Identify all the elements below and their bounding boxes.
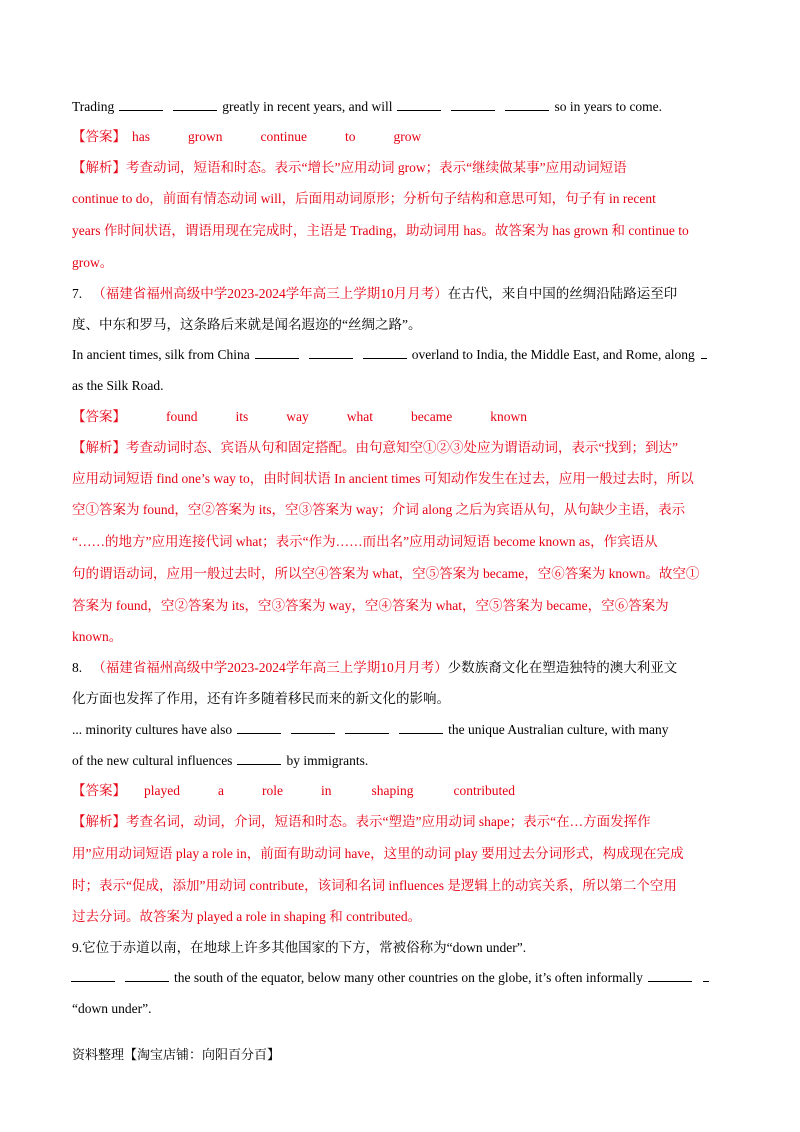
question-number: 7. [72,286,83,301]
q6-analysis-line: 【解析】考查动词，短语和时态。表示“增长”应用动词 grow；表示“继续做某事”应用动词短语 [72,160,627,175]
sentence-text: so in years to come. [554,99,663,114]
q7-sentence-line2: as the Silk Road. [72,378,164,393]
answer-word: way [286,409,309,424]
blank [451,98,495,111]
q7-header [72,285,732,303]
q9-sentence [66,969,726,987]
blank [173,98,217,111]
blank [399,721,443,734]
q7-sentence [72,346,732,364]
answer-word: contributed [453,783,515,798]
blank [71,969,115,982]
question-prompt: 在古代，来自中国的丝绸沿陆路运至印 [447,286,678,301]
answer-word: has [132,129,150,144]
q8-answer [72,782,732,800]
q7-analysis-line: 【解析】考查动词时态、宾语从句和固定搭配。由句意知空①②③处应为谓语动词，表示“找到；到达” [72,440,678,455]
q6-analysis-line: years 作时间状语，谓语用现在完成时，主语是 Trading，助动词用 has。故答案为 has grown 和 continue to [72,223,689,238]
blank [648,969,692,982]
answer-word: in [321,783,332,798]
q9-sentence-line2: “down under”. [72,1001,152,1016]
sentence-text: the south of the equator, below many other countries on the globe, it’s often informally [174,970,643,985]
question-prompt: 少数族裔文化在塑造独特的澳大利亚文 [447,660,678,675]
question-source: （福建省福州高级中学2023-2024学年高三上学期10月月考） [92,660,448,675]
answer-tag: 【答案】 [72,783,126,798]
q8-header [72,659,732,677]
q8-prompt-line2: 化方面也发挥了作用，还有许多随着移民而来的新文化的影响。 [72,691,450,706]
q8-analysis-line: 时；表示“促成，添加”用动词 contribute，该词和名词 influences 是逻辑上的动宾关系，所以第二个空用 [72,878,677,893]
answer-word: shaping [371,783,414,798]
q6-answer [72,128,732,146]
blank [345,721,389,734]
answer-word: grow [393,129,422,144]
answer-word: known [490,409,527,424]
sentence-text: ... minority cultures have also [72,722,233,737]
answer-word: played [144,783,180,798]
q7-analysis-line: 句的谓语动词，应用一般过去时，所以空④答案为 what，空⑤答案为 became，空⑥答案为 known。故空① [72,566,700,581]
q6-sentence [72,98,732,116]
q8-sentence [72,721,732,739]
answer-word: role [262,783,283,798]
question-prompt: 它位于赤道以南，在地球上许多其他国家的下方，常被俗称为“down under”. [82,940,527,955]
question-number: 8. [72,660,83,675]
blank [363,346,407,359]
sentence-text: In ancient times, silk from China [72,347,250,362]
blank [701,346,707,359]
blank [119,98,163,111]
question-source: （福建省福州高级中学2023-2024学年高三上学期10月月考） [92,286,448,301]
q7-analysis-line: 空①答案为 found，空②答案为 its，空③答案为 way；介词 along 之后为宾语从句，从句缺少主语，表示 [72,502,686,517]
blank [237,752,281,765]
q6-analysis-line: grow。 [72,255,114,270]
blank [291,721,335,734]
q9-header [72,939,732,957]
blank [703,969,709,982]
answer-word: a [218,783,224,798]
answer-word: to [345,129,356,144]
answer-word: what [346,409,374,424]
sentence-text: by immigrants. [286,753,369,768]
q7-answer [72,408,732,426]
q8-analysis-line: 【解析】考查名词，动词，介词，短语和时态。表示“塑造”应用动词 shape；表示“在…方面发挥作 [72,814,651,829]
answer-word: grown [188,129,223,144]
sentence-text: the unique Australian culture, with many [448,722,669,737]
q8-analysis-line: 用”应用动词短语 play a role in，前面有助动词 have，这里的动词 play 要用过去分词形式，构成现在完成 [72,846,684,861]
q8-analysis-line: 过去分词。故答案为 played a role in shaping 和 contributed。 [72,909,422,924]
page-footer: 资料整理【淘宝店铺：向阳百分百】 [72,1048,281,1063]
sentence-text: overland to India, the Middle East, and Rome, along [411,347,695,362]
sentence-text: Trading [72,99,115,114]
answer-word: found [166,409,198,424]
answer-word: became [411,409,453,424]
answer-word: continue [260,129,307,144]
blank [255,346,299,359]
blank [125,969,169,982]
answer-tag: 【答案】 [72,129,126,144]
blank [237,721,281,734]
sentence-text: greatly in recent years, and will [222,99,393,114]
q7-analysis-line: known。 [72,629,123,644]
blank [309,346,353,359]
q6-analysis-line: continue to do，前面有情态动词 will，后面用动词原形；分析句子结构和意思可知，句子有 in recent [72,191,656,206]
answer-tag: 【答案】 [72,409,126,424]
sentence-text: of the new cultural influences [72,753,233,768]
q7-analysis-line: 答案为 found，空②答案为 its，空③答案为 way，空④答案为 what，空⑤答案为 became，空⑥答案为 [72,598,669,613]
q7-analysis-line: 应用动词短语 find one’s way to，由时间状语 In ancient times 可知动作发生在过去，应用一般过去时，所以 [72,471,694,486]
blank [505,98,549,111]
q7-prompt-line2: 度、中东和罗马，这条路后来就是闻名遐迩的“丝绸之路”。 [72,317,422,332]
question-number: 9. [72,940,83,955]
q7-analysis-line: “……的地方”应用连接代词 what；表示“作为……而出名”应用动词短语 become known as，作宾语从 [72,534,658,549]
blank [397,98,441,111]
answer-word: its [235,409,249,424]
q8-sentence-line2 [72,752,732,770]
